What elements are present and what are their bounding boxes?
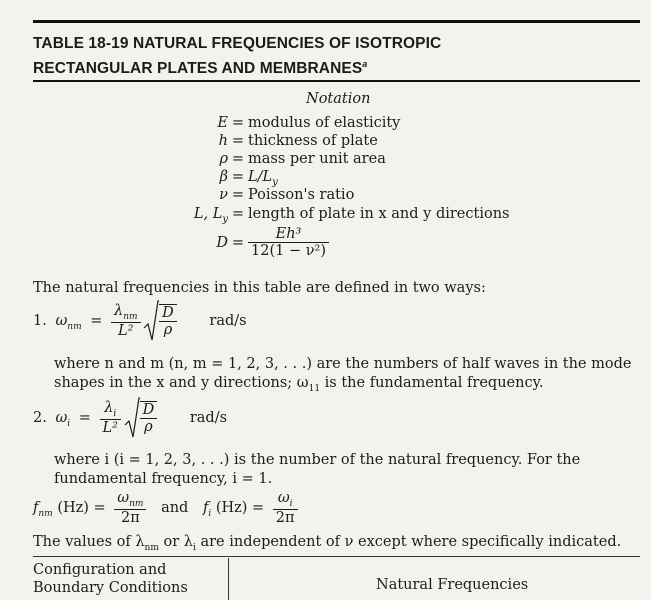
notation-item-rho: ρ = mass per unit area bbox=[219, 151, 386, 167]
table-title bbox=[33, 34, 633, 79]
top-rule bbox=[33, 20, 640, 23]
column-divider bbox=[228, 558, 229, 600]
column-header-configuration: Configuration and Boundary Conditions bbox=[33, 562, 188, 596]
flexural-rigidity-formula: D = $\frac{\text{Eh³}}{\text{12(1 − ν²)}}$ bbox=[208, 226, 329, 259]
radical-icon bbox=[143, 300, 159, 344]
title-footnote-marker: a bbox=[362, 59, 368, 69]
notation-heading: Notation bbox=[306, 91, 371, 107]
definition-2-formula: 2. $\omega_i$ = $\frac{\lambda_i}{\text{L²}}$ $\frac{D}{\rho}$ rad/s bbox=[33, 400, 227, 436]
independence-note: The values of $\lambda_{nm}$ or $\lambda_i$ are independent of ν except where specifically indicated. bbox=[33, 534, 622, 553]
notation-item-h: h = thickness of plate bbox=[218, 133, 378, 149]
definition-2-description: where i (i = 1, 2, 3, . . .) is the number of the natural frequency. For the fundamental frequency, i = 1. bbox=[54, 452, 581, 487]
title-line-2: RECTANGULAR PLATES AND MEMBRANES$^a$ bbox=[33, 59, 368, 78]
definition-1-description: where n and m (n, m = 1, 2, 3, . . .) are the numbers of half waves in the mode shapes in the x and y directions; $\omega_{11}$ is the fundamental frequency. bbox=[54, 356, 632, 394]
notation-item-E: E = modulus of elasticity bbox=[217, 115, 401, 131]
notation-item-L: L, $L_y$ = length of plate in x and y directions bbox=[193, 206, 510, 225]
title-rule bbox=[33, 80, 640, 82]
hertz-formulas: $f_{nm}$ (Hz) = $\frac{\omega_{nm}}{2\pi}$ and $f_i$ (Hz) = $\frac{\omega_i}{2\pi}$ bbox=[33, 490, 298, 526]
notation-item-beta: $\beta = L/L_y$ bbox=[219, 169, 278, 188]
intro-text: The natural frequencies in this table are defined in two ways: bbox=[33, 280, 486, 296]
title-line-1: TABLE 18-19 NATURAL FREQUENCIES OF ISOTROPIC bbox=[33, 35, 442, 52]
notation-item-nu: ν = Poisson's ratio bbox=[219, 187, 355, 203]
definition-1-formula: 1. $\omega_{nm}$ = $\frac{\lambda_{nm}}{\text{L²}}$ $\frac{D}{\rho}$ rad/s bbox=[33, 303, 247, 339]
table-header-rule bbox=[33, 556, 640, 557]
radical-icon bbox=[124, 397, 140, 441]
sqrt-symbol-2: $\frac{D}{\rho}$ bbox=[126, 401, 158, 435]
column-header-natural-frequencies: Natural Frequencies bbox=[376, 577, 529, 593]
sqrt-symbol-1: $\frac{D}{\rho}$ bbox=[145, 304, 177, 338]
